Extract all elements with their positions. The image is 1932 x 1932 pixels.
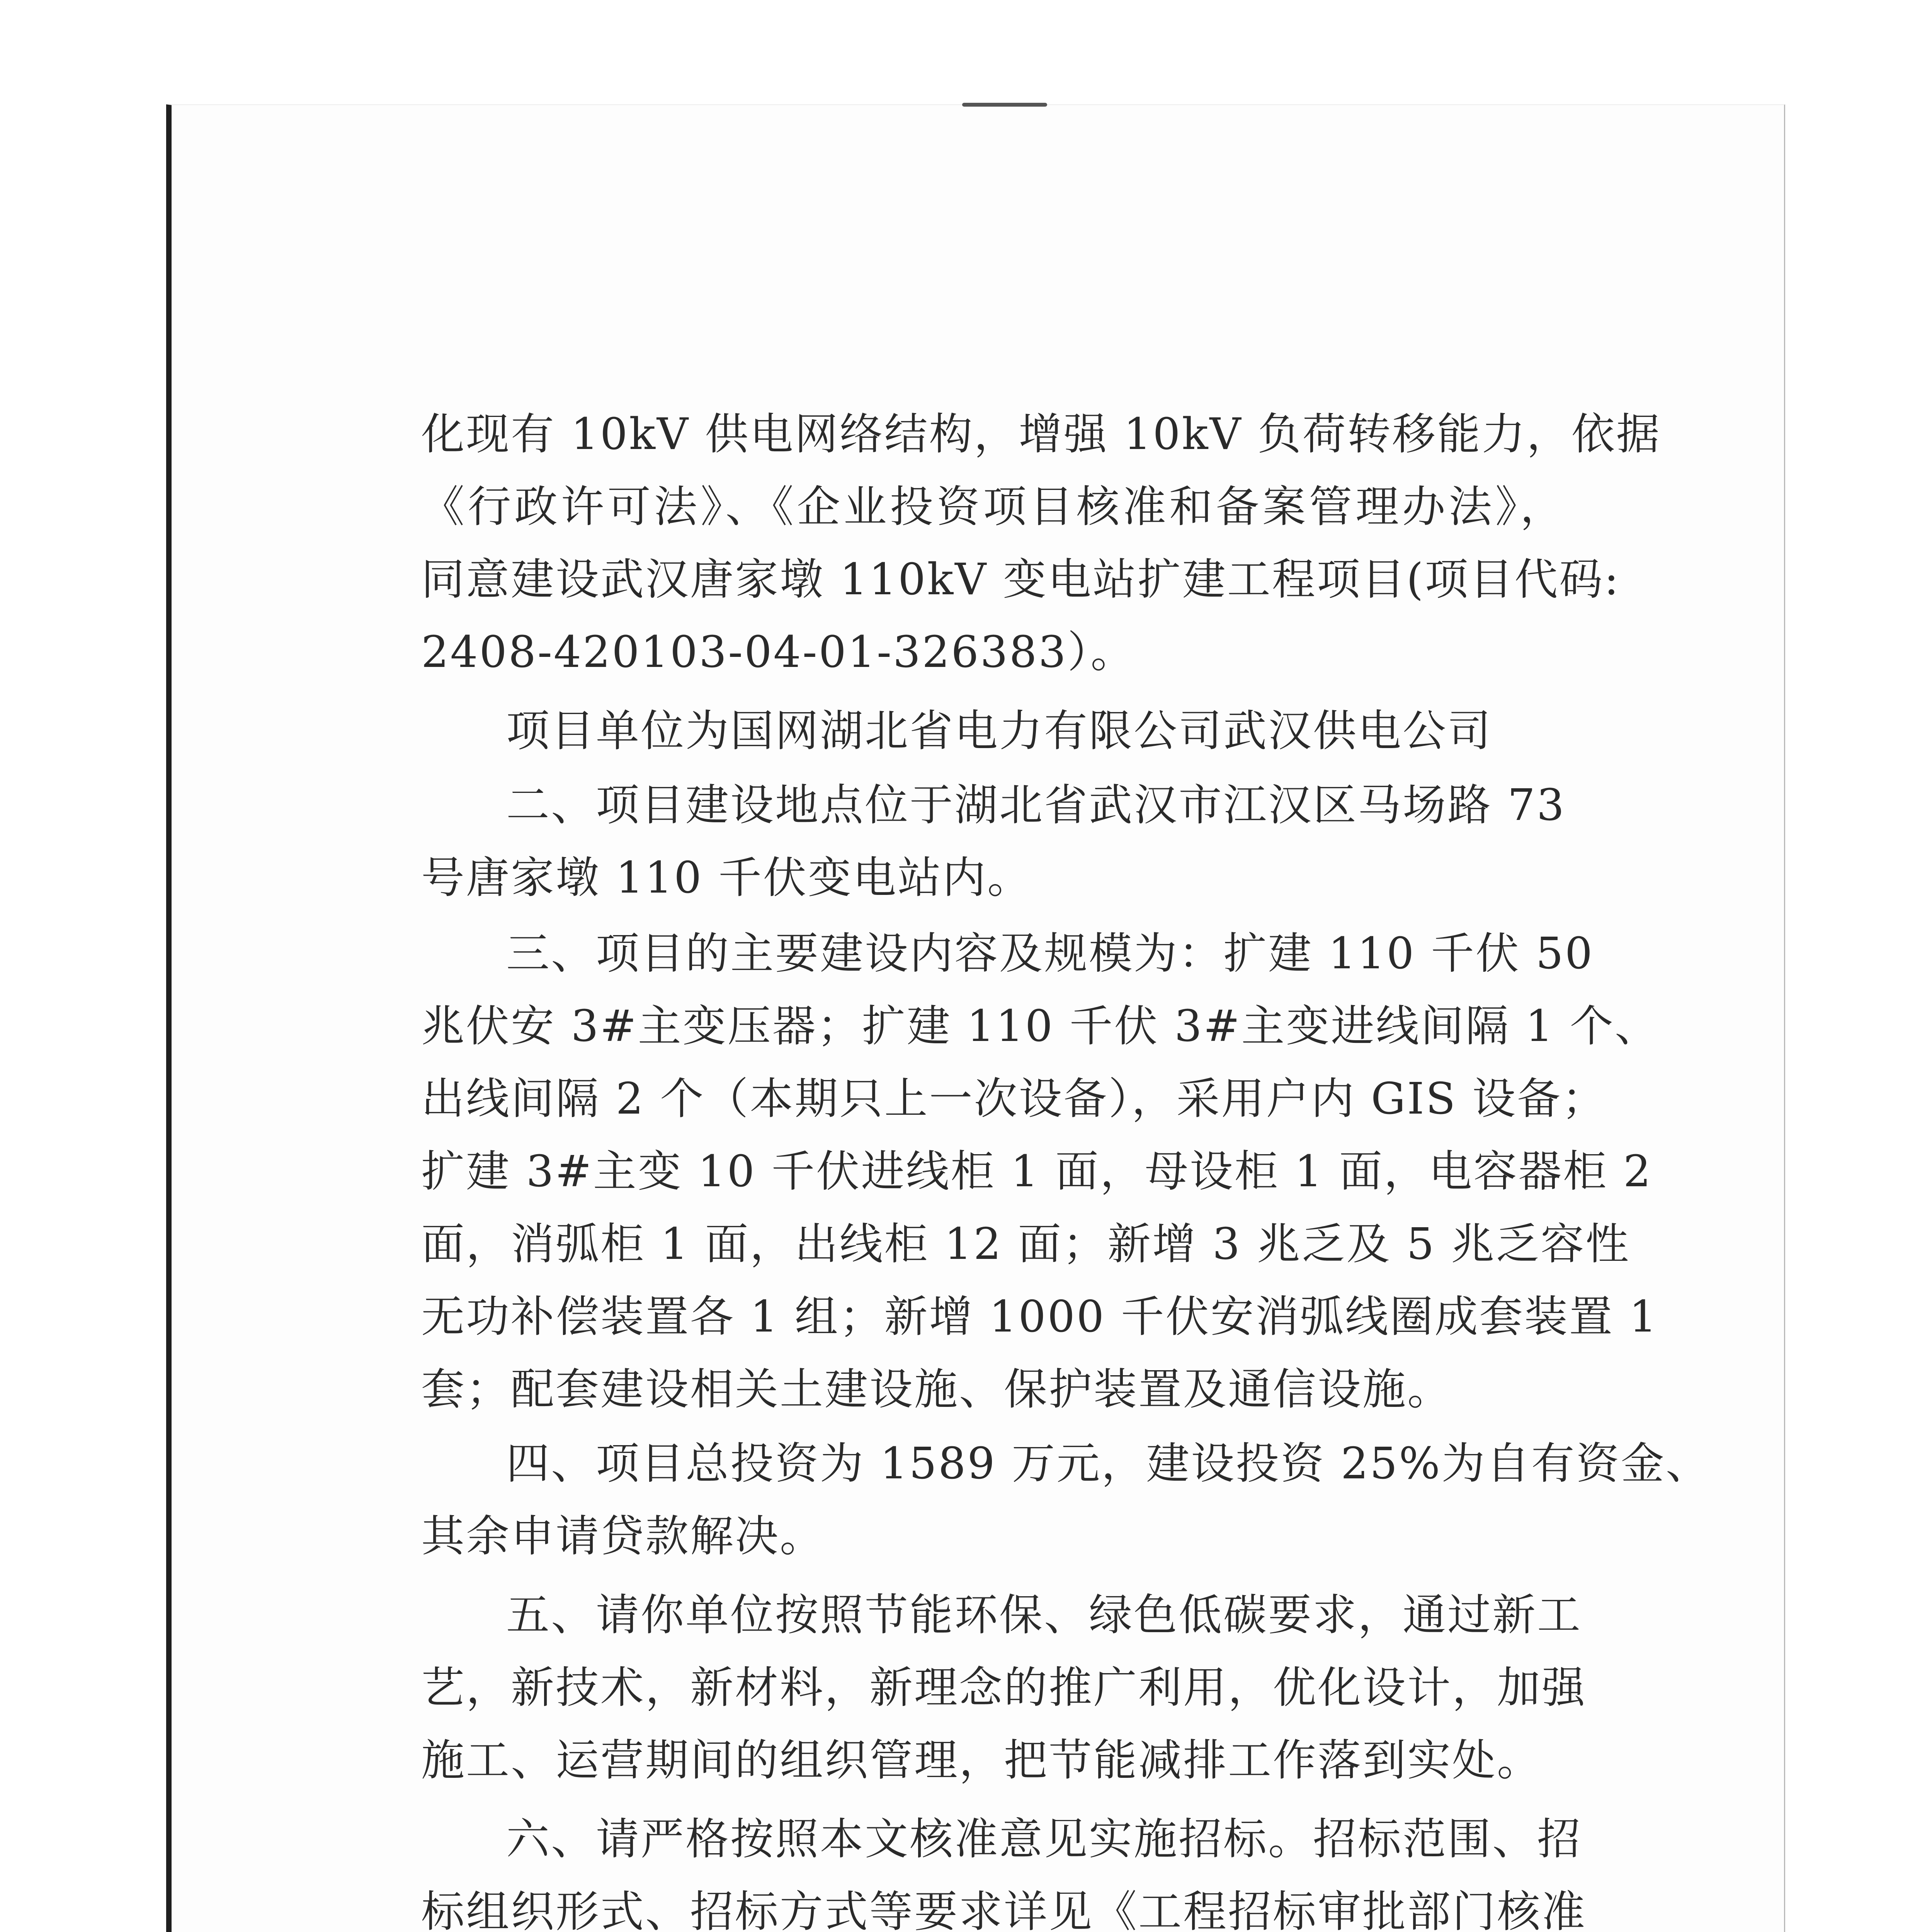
scan-mark <box>962 103 1047 107</box>
text-line: 同意建设武汉唐家墩 110kV 变电站扩建工程项目(项目代码: <box>421 554 1621 605</box>
text-line: 二、项目建设地点位于湖北省武汉市江汉区马场路 73 <box>506 780 1566 830</box>
text-line: 艺，新技术，新材料，新理念的推广利用，优化设计，加强 <box>421 1663 1587 1713</box>
text-line: 六、请严格按照本文核准意见实施招标。招标范围、招 <box>506 1814 1582 1864</box>
paragraph-project-unit <box>421 695 1565 767</box>
text-line: 施工、运营期间的组织管理，把节能减排工作落到实处。 <box>421 1735 1542 1786</box>
paragraph-section-5 <box>421 1579 1587 1797</box>
text-line: 出线间隔 2 个（本期只上一次设备），采用户内 GIS 设备； <box>421 1074 1607 1124</box>
text-line: 2408-420103-04-01-326383）。 <box>421 627 1136 677</box>
text-line: 面，消弧柜 1 面，出线柜 12 面；新增 3 兆乏及 5 兆乏容性 <box>421 1219 1631 1269</box>
text-line: 扩建 3#主变 10 千伏进线柜 1 面，母设柜 1 面，电容器柜 2 <box>421 1146 1653 1197</box>
paragraph-approval-basis <box>421 398 1661 689</box>
text-line: 化现有 10kV 供电网络结构，增强 10kV 负荷转移能力，依据 <box>421 409 1661 459</box>
paragraph-section-2 <box>421 769 1565 914</box>
text-line: 五、请你单位按照节能环保、绿色低碳要求，通过新工 <box>506 1590 1582 1640</box>
text-line: 四、项目总投资为 1589 万元，建设投资 25%为自有资金、 <box>506 1439 1711 1489</box>
text-line: 三、项目的主要建设内容及规模为：扩建 110 千伏 50 <box>506 929 1594 979</box>
paragraph-section-6 <box>421 1803 1587 1932</box>
text-line: 其余申请贷款解决。 <box>421 1511 825 1561</box>
paragraph-section-4 <box>421 1427 1711 1573</box>
text-line: 《行政许可法》、《企业投资项目核准和备案管理办法》， <box>421 482 1565 532</box>
text-line: 兆伏安 3#主变压器；扩建 110 千伏 3#主变进线间隔 1 个、 <box>421 1001 1660 1051</box>
text-line: 项目单位为国网湖北省电力有限公司武汉供电公司 <box>506 706 1492 756</box>
text-line: 号唐家墩 110 千伏变电站内。 <box>421 853 1032 903</box>
text-line: 标组织形式、招标方式等要求详见《工程招标审批部门核准 <box>421 1887 1587 1932</box>
document-body <box>421 398 1711 1932</box>
paragraph-section-3 <box>421 917 1660 1426</box>
text-line: 无功补偿装置各 1 组；新增 1000 千伏安消弧线圈成套装置 1 <box>421 1292 1658 1342</box>
text-line: 套；配套建设相关土建设施、保护装置及通信设施。 <box>421 1364 1452 1415</box>
